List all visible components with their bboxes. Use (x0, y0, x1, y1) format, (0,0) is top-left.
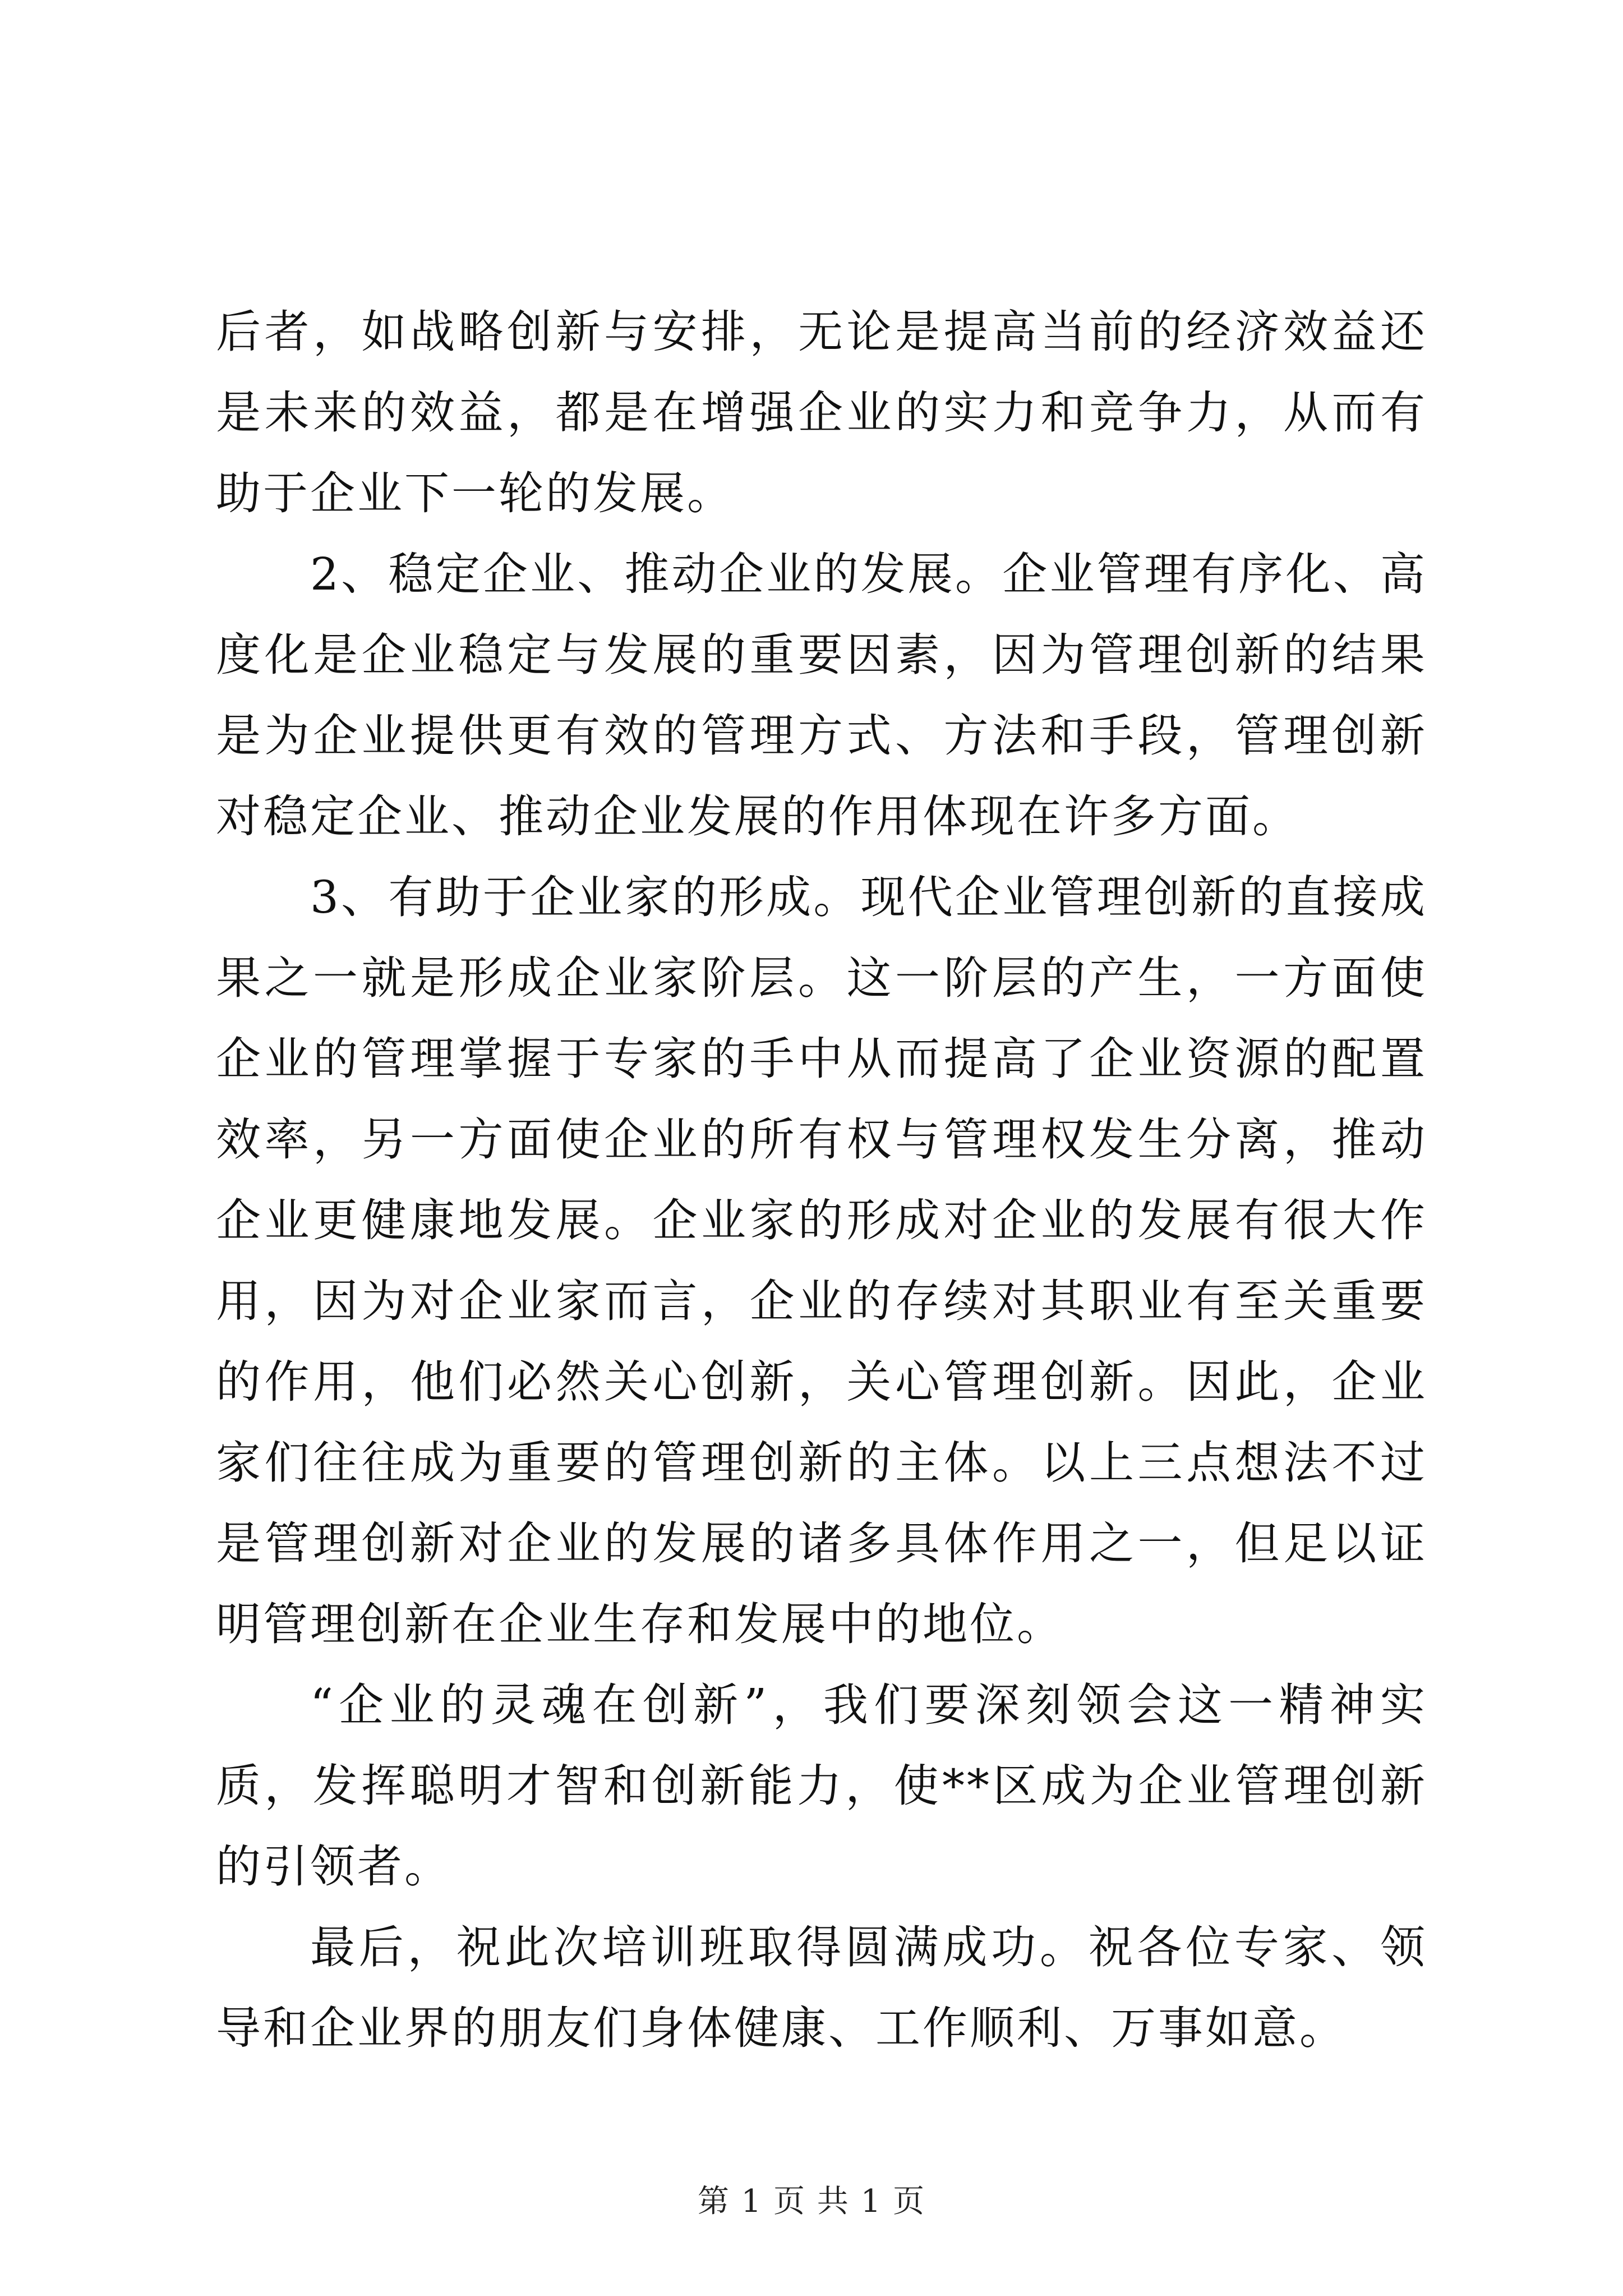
paragraph-point-3: 3、有助于企业家的形成。现代企业管理创新的直接成果之一就是形成企业家阶层。这一阶层的产生，一方面使企业的管理掌握于专家的手中从而提高了企业资源的配置效率，另一方面使企业的所有权与管理权发生分离，推动企业更健康地发展。企业家的形成对企业的发展有很大作用，因为对企业家而言，企业的存续对其职业有至关重要的作用，他们必然关心创新，关心管理创新。因此，企业家们往往成为重要的管理创新的主体。以上三点想法不过是管理创新对企业的发展的诸多具体作用之一，但足以证明管理创新在企业生存和发展中的地位。 (216, 871, 1427, 1650)
paragraph-continuation: 后者，如战略创新与安排，无论是提高当前的经济效益还是未来的效益，都是在增强企业的实力和竞争力，从而有助于企业下一轮的发展。 (216, 306, 1427, 519)
paragraph-closing-wishes: 最后，祝此次培训班取得圆满成功。祝各位专家、领导和企业界的朋友们身体健康、工作顺利、万事如意。 (216, 1921, 1427, 2054)
document-body (216, 292, 1427, 2069)
page-number-footer: 第 1 页 共 1 页 (697, 2183, 926, 2220)
paragraph-point-2: 2、稳定企业、推动企业的发展。企业管理有序化、高度化是企业稳定与发展的重要因素，因为管理创新的结果是为企业提供更有效的管理方式、方法和手段，管理创新对稳定企业、推动企业发展的作用体现在许多方面。 (216, 548, 1427, 843)
paragraph-innovation-quote: “企业的灵魂在创新”，我们要深刻领会这一精神实质，发挥聪明才智和创新能力，使**区成为企业管理创新的引领者。 (216, 1679, 1427, 1893)
